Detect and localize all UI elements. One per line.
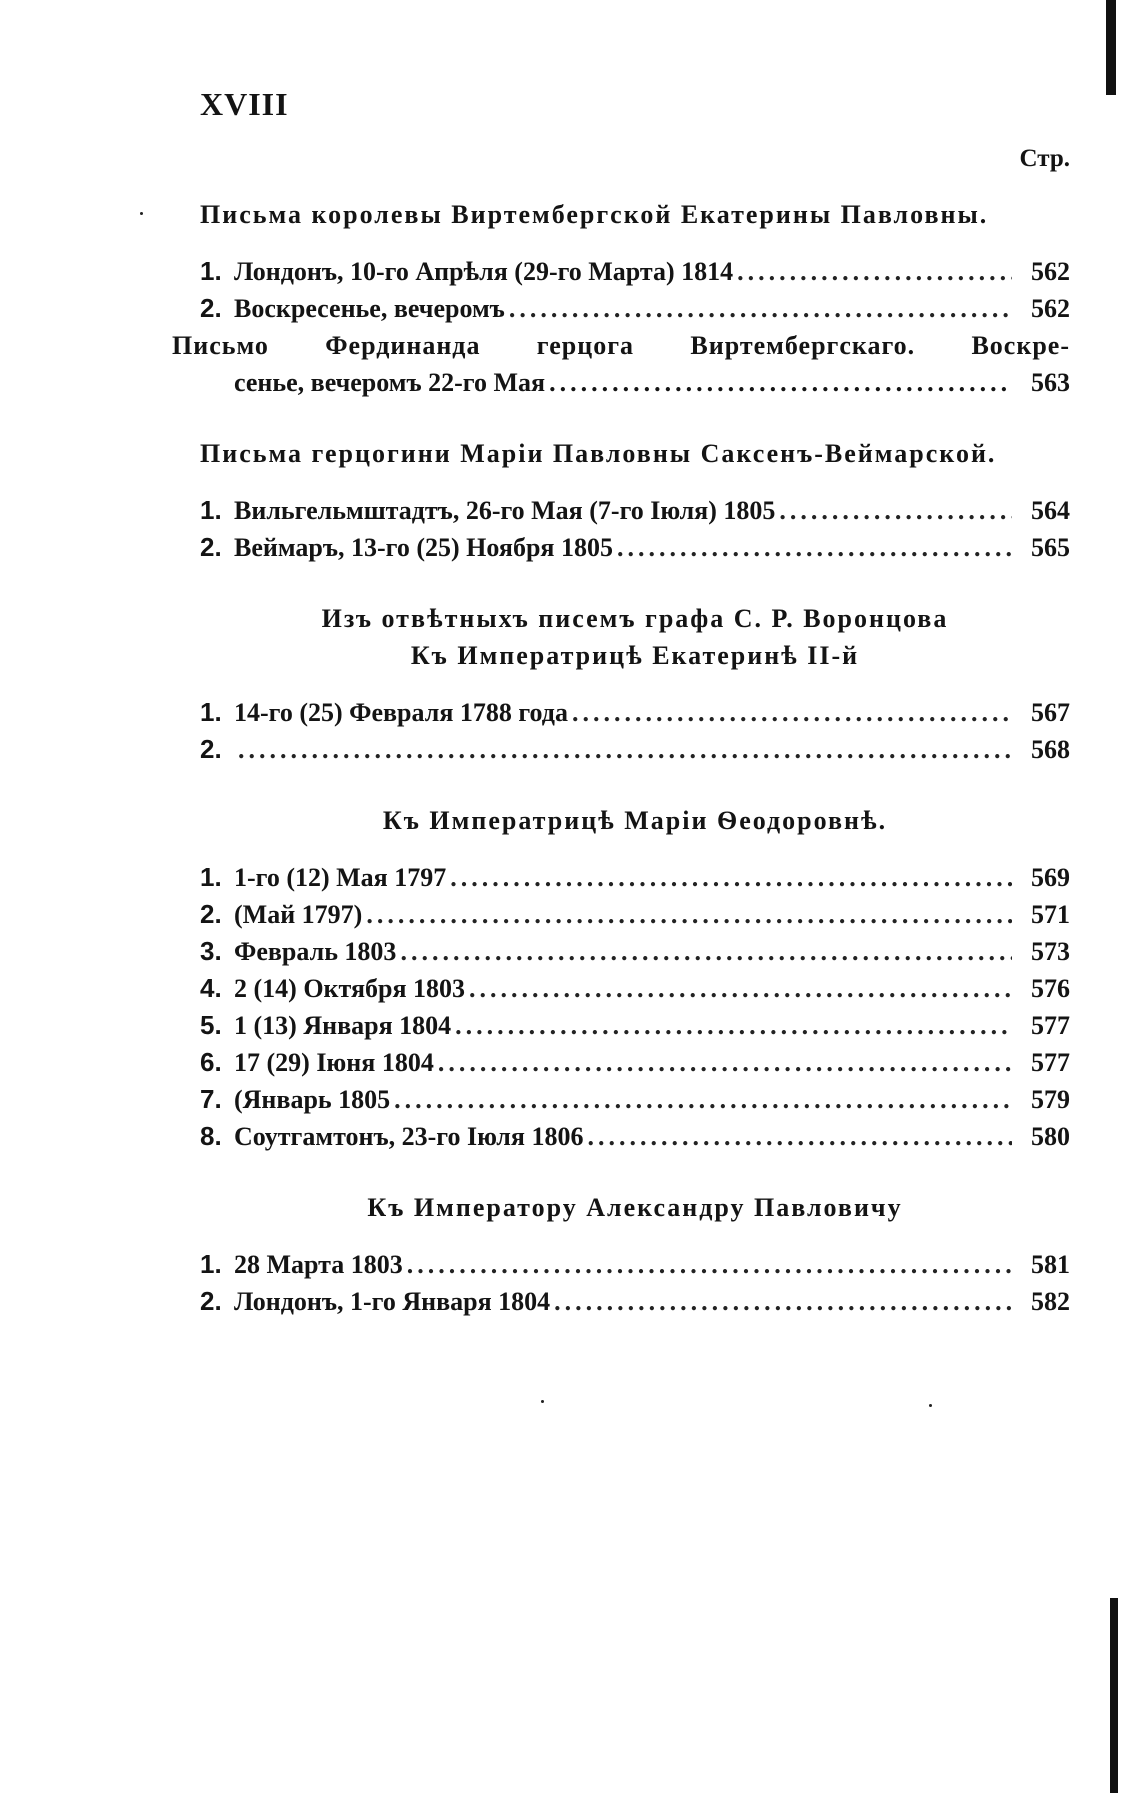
page-column-label: Стр. bbox=[1019, 145, 1070, 172]
entry-page: 580 bbox=[1031, 1122, 1070, 1151]
entry-page: 562 bbox=[1031, 294, 1070, 323]
entry-title: 28 Марта 1803 bbox=[234, 1250, 403, 1279]
section-heading: Письма герцогини Маріи Павловны Саксенъ-Веймарской. bbox=[200, 439, 997, 468]
dot-leader bbox=[438, 1044, 1012, 1081]
entry-number: 6. bbox=[200, 1047, 222, 1077]
entry-page: 573 bbox=[1031, 937, 1070, 966]
entry-title: Вильгельмштадтъ, 26-го Мая (7-го Іюля) 1805 bbox=[234, 496, 776, 525]
dot-leader bbox=[455, 1007, 1012, 1044]
toc-entry[interactable] bbox=[200, 1044, 1070, 1081]
letter-continuation-line bbox=[172, 364, 1070, 401]
entry-page: 565 bbox=[1031, 533, 1070, 562]
dot-leader bbox=[366, 896, 1012, 933]
section-heading: Изъ отвѣтныхъ писемъ графа С. Р. Воронцова bbox=[321, 604, 949, 633]
letter-title-line bbox=[172, 327, 1070, 364]
toc-entry[interactable] bbox=[200, 492, 1070, 529]
section-subheading: Къ Императрицѣ Екатеринѣ II-й bbox=[410, 641, 860, 670]
speck bbox=[541, 1400, 544, 1403]
entry-page: 571 bbox=[1031, 900, 1070, 929]
entry-page: 564 bbox=[1031, 496, 1070, 525]
entry-number: 4. bbox=[200, 973, 222, 1003]
entry-title: Соутгамтонъ, 23-го Іюля 1806 bbox=[234, 1122, 584, 1151]
toc-entry[interactable] bbox=[200, 933, 1070, 970]
dot-leader bbox=[400, 933, 1012, 970]
speck bbox=[140, 212, 143, 215]
entry-page: 582 bbox=[1031, 1287, 1070, 1316]
entry-page: 567 bbox=[1031, 698, 1070, 727]
speck bbox=[929, 1404, 932, 1407]
entry-number: 2. bbox=[200, 734, 222, 764]
section-heading: Письма королевы Виртембергской Екатерины Павловны. bbox=[200, 200, 989, 229]
entry-number: 1. bbox=[200, 1249, 222, 1279]
entry-title: сенье, вечеромъ 22-го Мая bbox=[234, 368, 546, 397]
entry-title: Лондонъ, 10-го Апрѣля (29-го Марта) 1814 bbox=[234, 257, 734, 286]
entry-number: 2. bbox=[200, 1286, 222, 1316]
dot-leader bbox=[617, 529, 1012, 566]
toc-entry[interactable] bbox=[200, 1081, 1070, 1118]
dot-leader bbox=[238, 731, 1012, 768]
dot-leader bbox=[549, 364, 1012, 401]
dot-leader bbox=[509, 290, 1012, 327]
letter-word: Воскре- bbox=[971, 331, 1070, 360]
dot-leader bbox=[394, 1081, 1012, 1118]
toc-entry[interactable] bbox=[200, 970, 1070, 1007]
letter-word: герцога bbox=[536, 331, 635, 360]
entry-title: Веймаръ, 13-го (25) Ноября 1805 bbox=[234, 533, 613, 562]
entry-title: (Январь 1805 bbox=[234, 1085, 391, 1114]
table-of-contents bbox=[172, 196, 1070, 1354]
entry-number: 7. bbox=[200, 1084, 222, 1114]
section-heading: Къ Императрицѣ Маріи Ѳеодоровнѣ. bbox=[382, 806, 888, 835]
entry-title: 1 (13) Января 1804 bbox=[234, 1011, 452, 1040]
entry-number: 1. bbox=[200, 862, 222, 892]
section-heading: Къ Императору Александру Павловичу bbox=[367, 1193, 903, 1222]
entry-number: 1. bbox=[200, 256, 222, 286]
dot-leader bbox=[737, 253, 1012, 290]
entry-title: Воскресенье, вечеромъ bbox=[234, 294, 505, 323]
entry-title: (Май 1797) bbox=[234, 900, 363, 929]
dot-leader bbox=[407, 1246, 1012, 1283]
entry-page: 568 bbox=[1031, 735, 1070, 764]
entry-list bbox=[200, 859, 1070, 1155]
letter-word: Виртембергскаго. bbox=[690, 331, 916, 360]
dot-leader bbox=[587, 1118, 1012, 1155]
entry-page: 581 bbox=[1031, 1250, 1070, 1279]
entry-list bbox=[200, 492, 1070, 566]
toc-entry[interactable] bbox=[200, 253, 1070, 290]
toc-entry[interactable] bbox=[200, 1007, 1070, 1044]
toc-entry[interactable] bbox=[200, 694, 1070, 731]
entry-page: 563 bbox=[1031, 368, 1070, 397]
binding-edge-bottom bbox=[1110, 1598, 1118, 1793]
entry-number: 3. bbox=[200, 936, 222, 966]
entry-page: 577 bbox=[1031, 1011, 1070, 1040]
entry-page: 569 bbox=[1031, 863, 1070, 892]
entry-number: 1. bbox=[200, 697, 222, 727]
toc-entry[interactable] bbox=[200, 290, 1070, 327]
dot-leader bbox=[572, 694, 1012, 731]
toc-entry[interactable] bbox=[200, 731, 1070, 768]
toc-entry[interactable] bbox=[200, 1246, 1070, 1283]
entry-page: 579 bbox=[1031, 1085, 1070, 1114]
dot-leader bbox=[554, 1283, 1012, 1320]
binding-edge-top bbox=[1106, 0, 1116, 95]
entry-page: 576 bbox=[1031, 974, 1070, 1003]
entry-title: Февраль 1803 bbox=[234, 937, 397, 966]
entry-number: 5. bbox=[200, 1010, 222, 1040]
toc-entry[interactable] bbox=[200, 896, 1070, 933]
entry-number: 2. bbox=[200, 899, 222, 929]
entry-list bbox=[200, 253, 1070, 327]
toc-entry-letter[interactable] bbox=[172, 327, 1070, 401]
entry-title: 14-го (25) Февраля 1788 года bbox=[234, 698, 568, 727]
toc-entry[interactable] bbox=[200, 1283, 1070, 1320]
toc-entry[interactable] bbox=[200, 859, 1070, 896]
dot-leader bbox=[450, 859, 1012, 896]
entry-title: 1-го (12) Мая 1797 bbox=[234, 863, 447, 892]
entry-page: 577 bbox=[1031, 1048, 1070, 1077]
entry-title: 17 (29) Іюня 1804 bbox=[234, 1048, 434, 1077]
entry-number: 2. bbox=[200, 293, 222, 323]
dot-leader bbox=[469, 970, 1012, 1007]
entry-number: 1. bbox=[200, 495, 222, 525]
letter-word: Фердинанда bbox=[325, 331, 481, 360]
entry-title: 2 (14) Октября 1803 bbox=[234, 974, 466, 1003]
dot-leader bbox=[779, 492, 1012, 529]
entry-number: 2. bbox=[200, 532, 222, 562]
letter-word: Письмо bbox=[172, 331, 269, 360]
toc-entry[interactable] bbox=[200, 1118, 1070, 1155]
entry-number: 8. bbox=[200, 1121, 222, 1151]
entry-title: Лондонъ, 1-го Января 1804 bbox=[234, 1287, 551, 1316]
entry-page: 562 bbox=[1031, 257, 1070, 286]
entry-list bbox=[200, 694, 1070, 768]
toc-entry[interactable] bbox=[200, 529, 1070, 566]
entry-list bbox=[200, 1246, 1070, 1320]
page-number: XVIII bbox=[200, 86, 289, 122]
